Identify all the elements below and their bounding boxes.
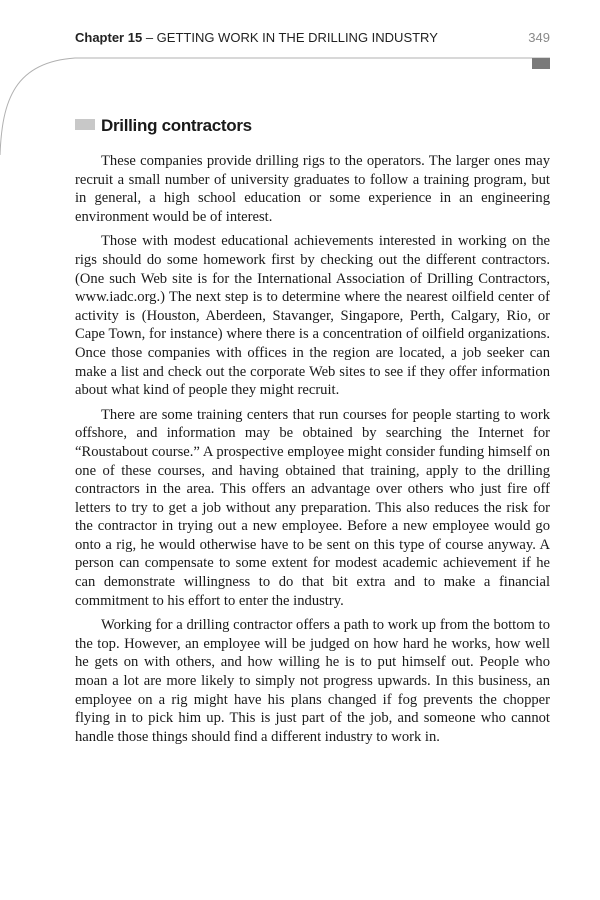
chapter-title <box>75 30 438 45</box>
chapter-name: GETTING WORK IN THE DRILLING INDUSTRY <box>156 30 438 45</box>
paragraph: Working for a drilling contractor offers a path to work up from the bottom to the top. However, an employee will be judged on how hard he works, how well he gets on with others, and how willing he is to put himself out. People who moan a lot are more likely to simply not progress upwards. In this business, an employee on a rig might have his plans changed if fog prevents the chopper flying in to pick him up. This is just part of the job, and someone who cannot handle those things should find a different industry to work in. <box>75 617 550 745</box>
running-header <box>75 30 550 50</box>
section-heading-text: Drilling contractors <box>101 116 252 135</box>
body-text <box>75 152 550 752</box>
paragraph: These companies provide drilling rigs to the operators. The larger ones may recruit a small number of university graduates to follow a training program, but in general, a high school education or some experience in an engineering environment would be of interest. <box>75 153 550 225</box>
page-number: 349 <box>528 30 550 45</box>
paragraph: Those with modest educational achievements interested in working on the rigs should do some homework first by checking out the different contractors. (One such Web site is for the International Association of Drilling Contractors, www.iadc.org.) The next step is to determine where the nearest oilfield center of activity is (Houston, Aberdeen, Stavanger, Singapore, Perth, Calgary, Rio, or Cape Town, for instance) where there is a concentration of oilfield organizations. Once those companies with offices in the region are located, a job seeker can make a list and check out the corporate Web sites to see if they offer information about what kind of people they might recruit. <box>75 233 550 399</box>
chapter-separator: – <box>142 30 157 45</box>
chapter-label: Chapter 15 <box>75 30 143 45</box>
paragraph: There are some training centers that run courses for people starting to work offshore, and information may be obtained by searching the Internet for “Roustabout course.” A prospective employee might consider funding himself on one of these courses, and having obtained that training, apply to the drilling contractors in the area. This offers an advantage over others who just fire off letters to try to get a job without any preparation. This also reduces the risk for the contractor in trying out a new employee. Before a new employee would go onto a rig, he would otherwise have to be sent on this type of course anyway. A person can compensate to some extent for modest academic achievement if he can demonstrate willingness to do that bit extra and to make a financial commitment to his effort to enter the industry. <box>75 406 550 609</box>
page-tab-marker <box>532 58 550 69</box>
heading-marker-square <box>75 119 95 130</box>
section-heading <box>75 116 550 140</box>
